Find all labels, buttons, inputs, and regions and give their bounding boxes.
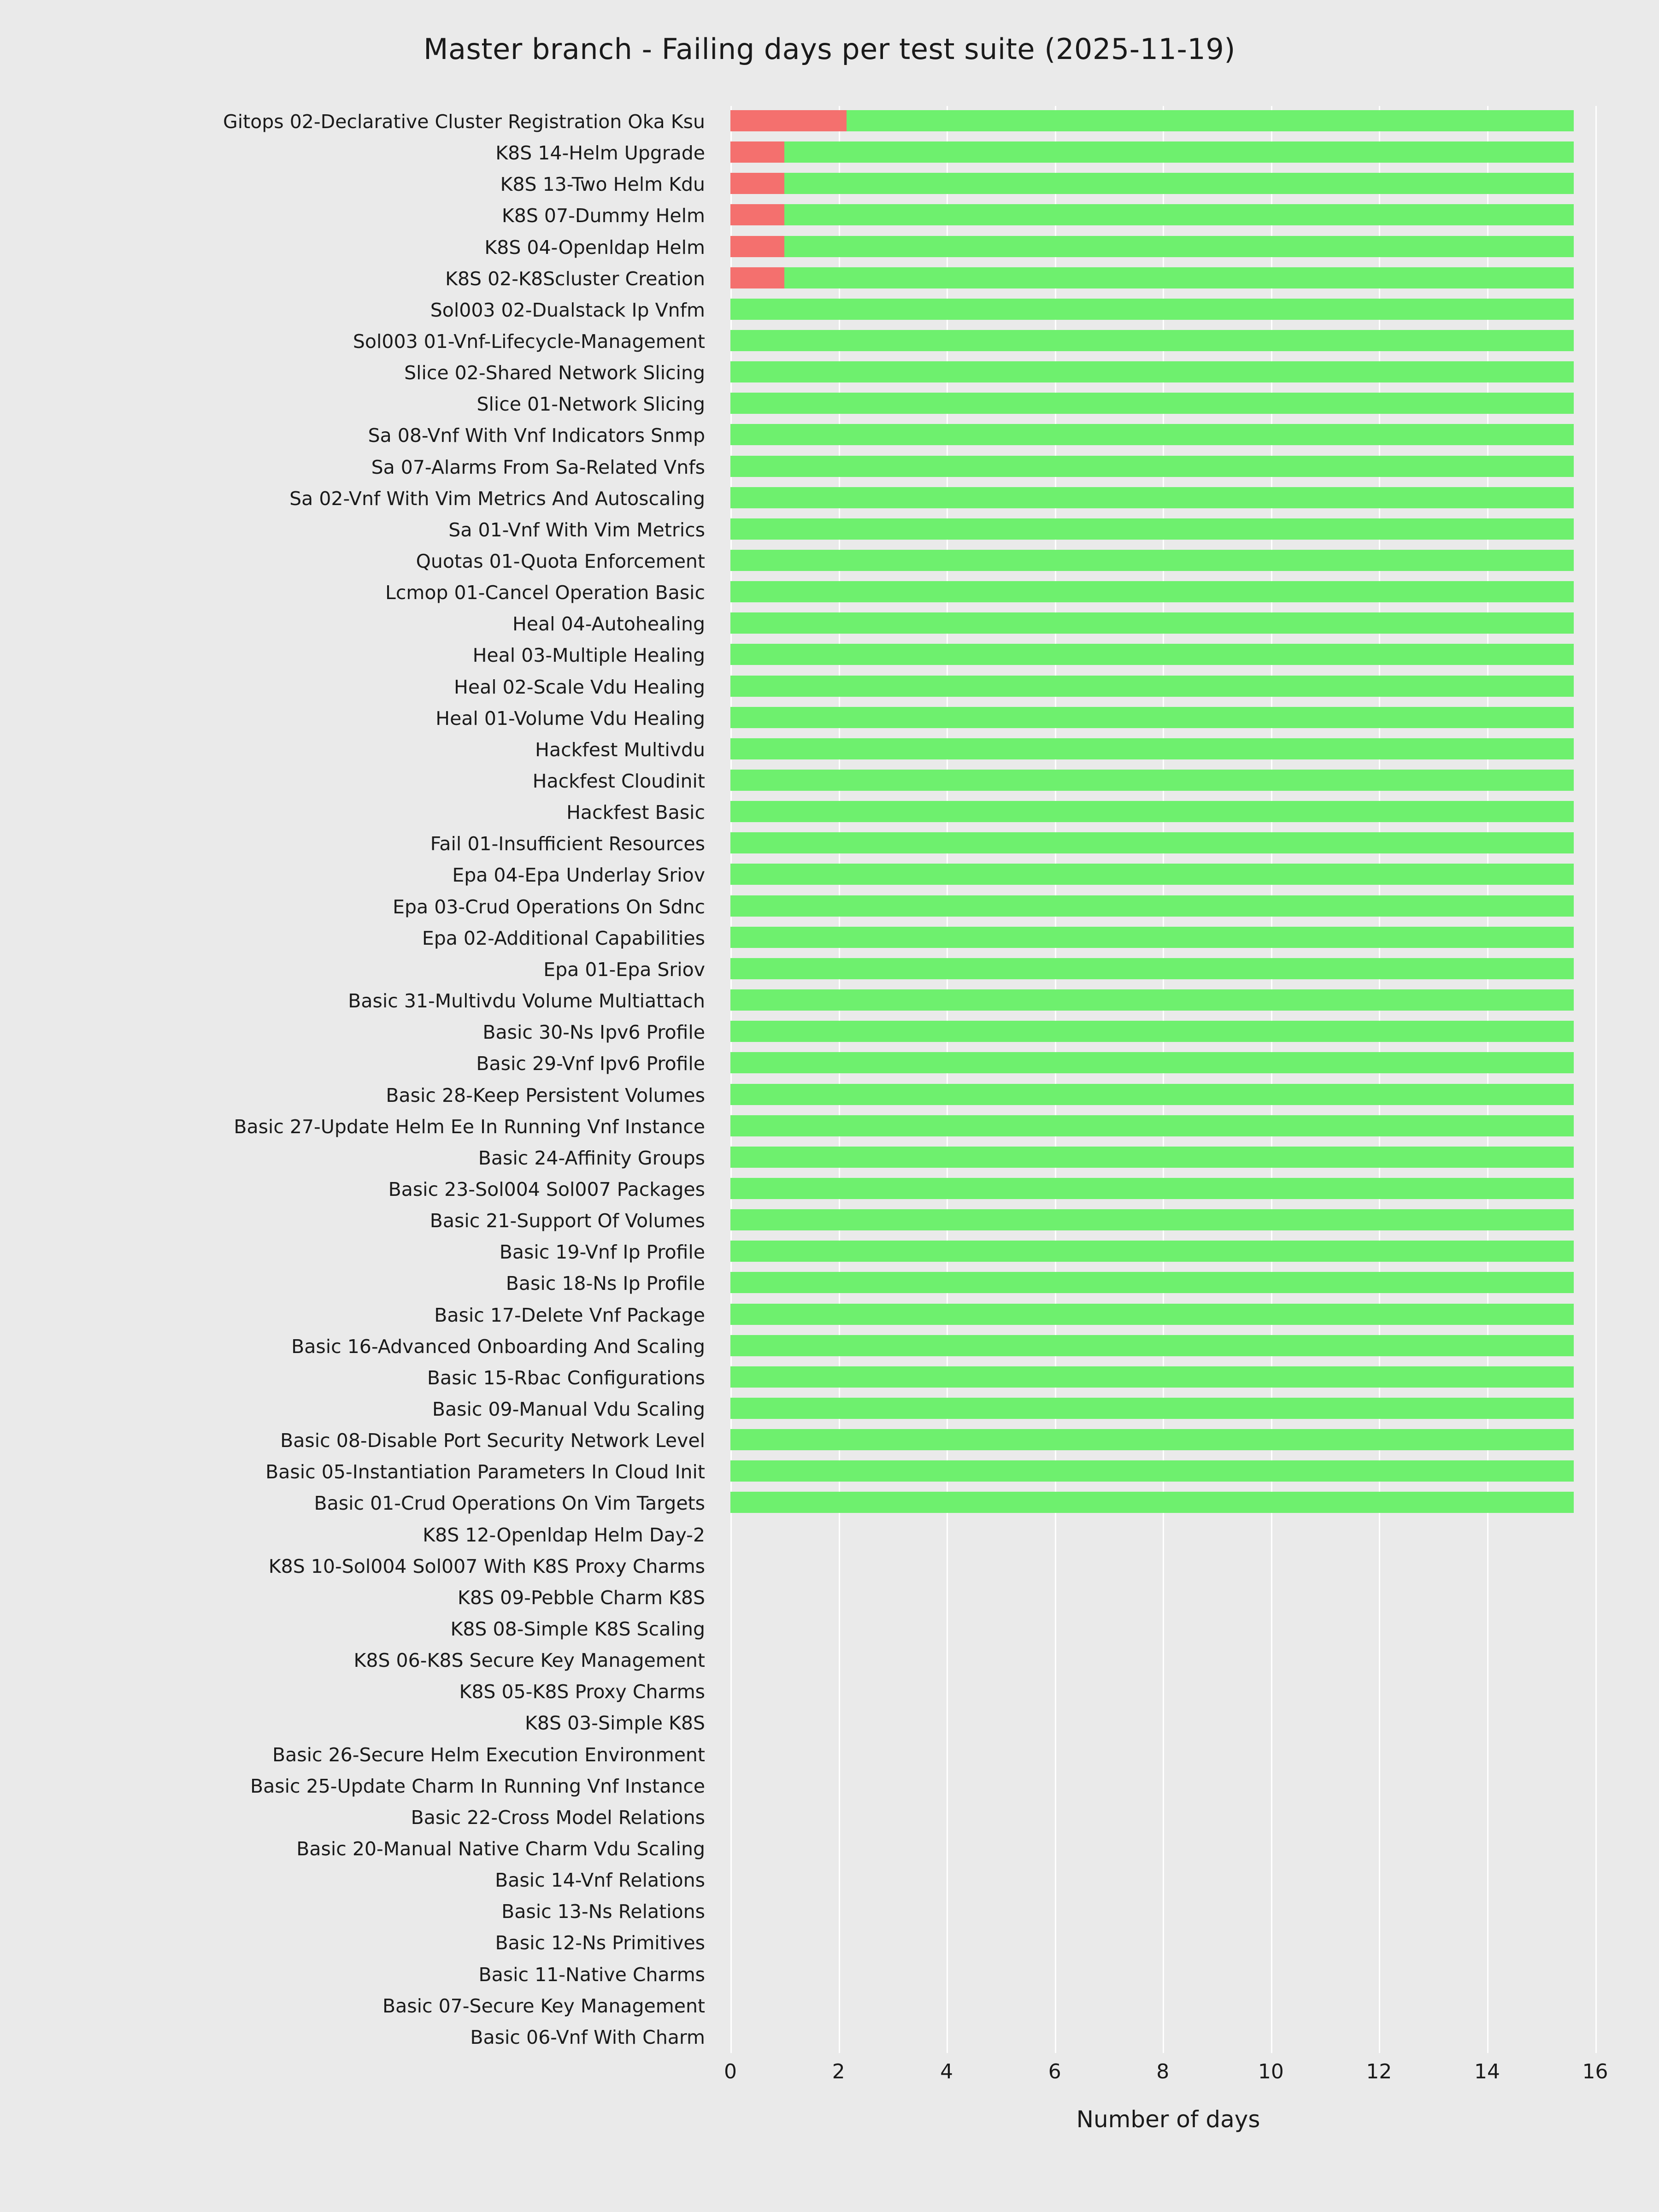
bar-segment-failing	[730, 236, 784, 257]
bar-row	[730, 1268, 1606, 1299]
bar-segment-passing	[730, 738, 1574, 759]
bar-row	[730, 1174, 1606, 1205]
y-tick-label: Basic 27-Update Helm Ee In Running Vnf Instance	[234, 1115, 705, 1138]
bar-segment-passing	[730, 676, 1574, 697]
bar-row	[730, 388, 1606, 420]
y-tick-label: Epa 04-Epa Underlay Sriov	[452, 864, 705, 887]
y-tick-label: Basic 11-Native Charms	[478, 1963, 705, 1986]
y-tick-label: Basic 16-Advanced Onboarding And Scaling	[291, 1335, 705, 1358]
y-tick-label: Basic 19-Vnf Ip Profile	[499, 1241, 705, 1264]
y-tick-label: Basic 31-Multivdu Volume Multiattach	[348, 990, 705, 1012]
x-axis-label: Number of days	[1076, 2106, 1260, 2133]
bar-segment-passing	[730, 299, 1574, 320]
x-axis-ticks	[724, 2060, 1608, 2088]
bar-row	[730, 1205, 1606, 1236]
bar-row	[730, 1300, 1606, 1331]
y-tick-label: Basic 26-Secure Helm Execution Environment	[272, 1743, 705, 1766]
bar-row	[730, 577, 1606, 608]
bar-row	[730, 1802, 1606, 1833]
bar-row	[730, 828, 1606, 859]
x-tick-label: 4	[940, 2060, 953, 2083]
y-tick-label: Basic 13-Ns Relations	[501, 1900, 705, 1923]
y-tick-label: K8S 07-Dummy Helm	[501, 205, 705, 227]
y-tick-label: Basic 08-Disable Port Security Network Level	[280, 1430, 705, 1452]
x-tick-label: 8	[1156, 2060, 1170, 2083]
bar-segment-passing	[730, 1147, 1574, 1168]
bar-row	[730, 923, 1606, 954]
y-tick-label: Basic 09-Manual Vdu Scaling	[432, 1398, 705, 1420]
bar-segment-failing	[730, 110, 847, 131]
bar-row	[730, 765, 1606, 797]
bar-row	[730, 200, 1606, 231]
bar-row	[730, 137, 1606, 169]
y-tick-label: Basic 18-Ns Ip Profile	[506, 1272, 705, 1295]
bar-row	[730, 1865, 1606, 1896]
y-tick-label: Quotas 01-Quota Enforcement	[416, 550, 705, 573]
bar-segment-passing	[730, 1084, 1574, 1105]
bar-row	[730, 483, 1606, 514]
bar-row	[730, 1990, 1606, 2022]
bar-row	[730, 1331, 1606, 1362]
bar-row	[730, 1613, 1606, 1645]
bar-row	[730, 954, 1606, 985]
y-tick-label: Basic 05-Instantiation Parameters In Cloud Init	[265, 1461, 705, 1483]
bar-row	[730, 1236, 1606, 1268]
bar-segment-passing	[730, 1398, 1574, 1419]
bar-segment-passing	[730, 801, 1574, 822]
bar-row	[730, 1017, 1606, 1048]
y-tick-label: Basic 29-Vnf Ipv6 Profile	[476, 1053, 705, 1075]
bar-segment-passing	[730, 1429, 1574, 1450]
y-tick-label: Epa 01-Epa Sriov	[543, 958, 705, 981]
bar-segment-passing	[730, 393, 1574, 414]
bar-segment-passing	[730, 361, 1574, 382]
y-tick-label: Sol003 01-Vnf-Lifecycle-Management	[353, 330, 705, 353]
bar-segment-passing	[784, 173, 1573, 194]
y-tick-label: K8S 06-K8S Secure Key Management	[353, 1649, 705, 1672]
y-tick-label: Heal 02-Scale Vdu Healing	[454, 676, 705, 698]
y-tick-label: Sa 07-Alarms From Sa-Related Vnfs	[371, 456, 705, 478]
y-tick-label: Sa 08-Vnf With Vnf Indicators Snmp	[368, 424, 705, 447]
x-tick-label: 0	[724, 2060, 737, 2083]
bar-row	[730, 1456, 1606, 1488]
y-tick-label: Hackfest Cloudinit	[532, 770, 705, 793]
bar-row	[730, 797, 1606, 828]
bar-row	[730, 1771, 1606, 1802]
bar-row	[730, 452, 1606, 483]
bar-segment-passing	[784, 141, 1573, 163]
y-tick-label: Basic 25-Update Charm In Running Vnf Instance	[250, 1775, 705, 1797]
bar-segment-passing	[730, 1209, 1574, 1230]
bar-segment-passing	[730, 330, 1574, 351]
bar-row	[730, 608, 1606, 640]
bar-row	[730, 891, 1606, 923]
y-tick-label: Basic 15-Rbac Configurations	[427, 1366, 705, 1389]
bar-row	[730, 985, 1606, 1017]
plot-area	[730, 106, 1606, 2053]
bar-segment-passing	[730, 1492, 1574, 1513]
x-tick-label: 16	[1582, 2060, 1608, 2083]
bar-segment-passing	[730, 1021, 1574, 1042]
bar-row	[730, 1111, 1606, 1142]
y-tick-label: Heal 04-Autohealing	[512, 613, 705, 635]
bar-row	[730, 640, 1606, 671]
bar-segment-passing	[730, 927, 1574, 948]
bar-row	[730, 671, 1606, 703]
y-tick-label: Slice 01-Network Slicing	[477, 393, 705, 416]
bar-segment-failing	[730, 141, 784, 163]
bar-row	[730, 1739, 1606, 1771]
bar-segment-passing	[730, 1304, 1574, 1325]
y-tick-label: K8S 05-K8S Proxy Charms	[459, 1681, 705, 1703]
bar-segment-passing	[730, 864, 1574, 885]
y-tick-label: Epa 03-Crud Operations On Sdnc	[393, 895, 705, 918]
y-tick-label: Sol003 02-Dualstack Ip Vnfm	[430, 299, 705, 321]
y-tick-label: K8S 12-Openldap Helm Day-2	[423, 1524, 705, 1546]
y-tick-label: Basic 07-Secure Key Management	[382, 1994, 705, 2017]
chart-title: Master branch - Failing days per test suite (2025-11-19)	[424, 32, 1235, 66]
bar-row	[730, 734, 1606, 765]
bar-segment-passing	[784, 236, 1573, 257]
y-tick-label: Sa 01-Vnf With Vim Metrics	[448, 518, 705, 541]
bar-row	[730, 1676, 1606, 1707]
bar-row	[730, 703, 1606, 734]
bar-segment-passing	[730, 518, 1574, 540]
y-tick-label: K8S 08-Simple K8S Scaling	[450, 1618, 705, 1640]
y-tick-label: Hackfest Basic	[566, 801, 705, 824]
bar-segment-passing	[730, 1115, 1574, 1136]
bar-row	[730, 1645, 1606, 1676]
x-tick-label: 10	[1258, 2060, 1284, 2083]
y-tick-label: Fail 01-Insufficient Resources	[430, 833, 705, 855]
y-tick-label: Basic 14-Vnf Relations	[495, 1869, 705, 1892]
y-tick-label: K8S 02-K8Scluster Creation	[445, 267, 705, 290]
x-tick-label: 14	[1474, 2060, 1500, 2083]
y-tick-label: K8S 09-Pebble Charm K8S	[457, 1586, 705, 1609]
y-tick-label: Basic 22-Cross Model Relations	[411, 1806, 705, 1829]
plot-inner	[730, 106, 1606, 2053]
y-tick-label: Hackfest Multivdu	[535, 738, 705, 761]
bar-row	[730, 1833, 1606, 1865]
bar-row	[730, 326, 1606, 357]
bar-segment-passing	[730, 1178, 1574, 1199]
bar-row	[730, 1519, 1606, 1551]
bar-row	[730, 1896, 1606, 1927]
y-tick-label: Heal 01-Volume Vdu Healing	[435, 707, 705, 729]
bar-segment-passing	[730, 707, 1574, 728]
bar-segment-passing	[730, 832, 1574, 853]
bar-row	[730, 1551, 1606, 1582]
bar-segment-passing	[730, 1366, 1574, 1388]
y-tick-label: Basic 30-Ns Ipv6 Profile	[482, 1021, 705, 1044]
bar-row	[730, 106, 1606, 137]
y-tick-label: Lcmop 01-Cancel Operation Basic	[385, 582, 705, 604]
y-tick-label: K8S 13-Two Helm Kdu	[500, 173, 705, 196]
bar-segment-passing	[730, 1335, 1574, 1356]
bar-segment-passing	[730, 958, 1574, 979]
bar-row	[730, 1142, 1606, 1174]
bar-segment-failing	[730, 173, 784, 194]
bar-row	[730, 859, 1606, 891]
x-tick-label: 2	[832, 2060, 845, 2083]
bar-row	[730, 1425, 1606, 1456]
bar-row	[730, 1707, 1606, 1739]
bar-segment-passing	[730, 550, 1574, 571]
y-tick-label: Heal 03-Multiple Healing	[472, 644, 705, 667]
y-tick-label: Basic 06-Vnf With Charm	[470, 2026, 705, 2048]
bar-segment-passing	[730, 644, 1574, 665]
bar-segment-passing	[730, 1272, 1574, 1293]
bar-row	[730, 357, 1606, 388]
bar-segment-passing	[730, 581, 1574, 602]
bar-segment-passing	[730, 487, 1574, 508]
bar-row	[730, 1927, 1606, 1959]
bar-segment-passing	[730, 989, 1574, 1011]
bar-row	[730, 514, 1606, 546]
x-tick-label: 6	[1048, 2060, 1061, 2083]
y-tick-label: Basic 28-Keep Persistent Volumes	[386, 1084, 705, 1106]
bar-row	[730, 1362, 1606, 1394]
y-tick-label: K8S 10-Sol004 Sol007 With K8S Proxy Charms	[268, 1555, 705, 1577]
bar-segment-passing	[730, 1241, 1574, 1262]
bar-row	[730, 263, 1606, 294]
y-tick-label: Basic 24-Affinity Groups	[478, 1147, 705, 1169]
bar-segment-passing	[730, 424, 1574, 445]
bar-row	[730, 1959, 1606, 1990]
bar-row	[730, 169, 1606, 200]
y-tick-label: Sa 02-Vnf With Vim Metrics And Autoscaling	[289, 487, 705, 510]
y-axis-labels	[0, 106, 719, 2053]
bar-row	[730, 1048, 1606, 1079]
bar-segment-passing	[784, 204, 1573, 225]
y-tick-label: K8S 14-Helm Upgrade	[495, 142, 705, 165]
bar-segment-passing	[784, 267, 1573, 288]
bar-row	[730, 546, 1606, 577]
bar-row	[730, 1488, 1606, 1519]
bar-row	[730, 1080, 1606, 1111]
bar-segment-failing	[730, 204, 784, 225]
bar-row	[730, 1582, 1606, 1613]
y-tick-label: Basic 01-Crud Operations On Vim Targets	[314, 1492, 705, 1515]
y-tick-label: Basic 23-Sol004 Sol007 Packages	[388, 1178, 705, 1200]
y-tick-label: Slice 02-Shared Network Slicing	[404, 362, 705, 384]
bar-segment-passing	[730, 612, 1574, 634]
bar-segment-passing	[730, 770, 1574, 791]
x-tick-label: 12	[1366, 2060, 1392, 2083]
bar-segment-passing	[730, 895, 1574, 917]
y-tick-label: K8S 03-Simple K8S	[524, 1712, 705, 1735]
y-tick-label: Basic 12-Ns Primitives	[495, 1932, 705, 1954]
bar-row	[730, 2022, 1606, 2053]
bar-row	[730, 1394, 1606, 1425]
bar-segment-passing	[730, 456, 1574, 477]
y-tick-label: Gitops 02-Declarative Cluster Registration Oka Ksu	[223, 111, 705, 133]
bar-segment-passing	[730, 1052, 1574, 1073]
bar-row	[730, 232, 1606, 263]
y-tick-label: Epa 02-Additional Capabilities	[422, 927, 705, 949]
y-tick-label: Basic 21-Support Of Volumes	[429, 1210, 705, 1232]
y-tick-label: Basic 17-Delete Vnf Package	[434, 1304, 705, 1326]
bar-row	[730, 294, 1606, 326]
y-tick-label: Basic 20-Manual Native Charm Vdu Scaling	[296, 1837, 705, 1860]
bar-row	[730, 420, 1606, 451]
bar-segment-passing	[730, 1460, 1574, 1482]
bar-segment-passing	[847, 110, 1573, 131]
bar-segment-failing	[730, 267, 784, 288]
y-tick-label: K8S 04-Openldap Helm	[484, 236, 705, 259]
